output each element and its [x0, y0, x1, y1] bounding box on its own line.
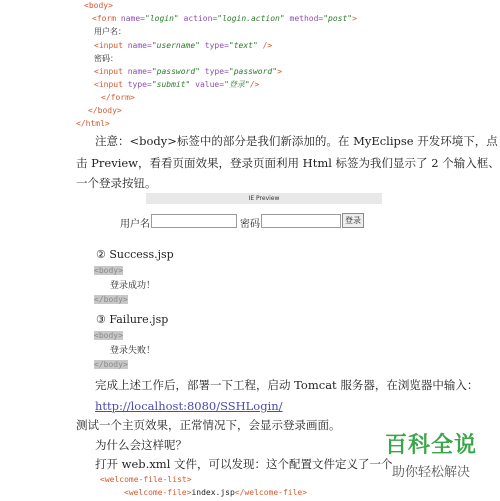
code-line-input-password: <input name="password" type="password">: [94, 67, 282, 76]
success-text: 登录成功！: [110, 281, 156, 291]
preview-password-label: 密码: [240, 219, 260, 230]
code-line-form: <form name="login" action="login.action" method="post">: [92, 14, 357, 23]
code-line-html-close: </html>: [76, 119, 110, 128]
preview-password-input[interactable]: [261, 214, 341, 228]
note-line-1: 注意：<body>标签中的部分是我们新添加的。在 MyEclipse 开发环境下，点: [95, 134, 498, 148]
code-line-form-close: </form>: [101, 93, 135, 102]
failure-text: 登录失败！: [110, 346, 156, 356]
watermark-title: 百科全说: [384, 433, 477, 458]
code-line-input-submit: <input type="submit" value="登录"/>: [94, 80, 260, 89]
preview-username-label: 用户名: [120, 219, 150, 230]
ie-preview-titlebar: IE Preview: [146, 193, 382, 204]
code-line-body-open: <body>: [84, 1, 113, 10]
preview-username-input[interactable]: [151, 214, 237, 228]
code-welcome-file-list: <welcome-file-list>: [100, 475, 192, 484]
code-line-input-username: <input name="username" type="text" />: [94, 41, 273, 50]
watermark-logo: [366, 428, 496, 482]
note-line-3: 一个登录按钮。: [76, 176, 157, 190]
note-line-2: 击 Preview，看看页面效果，登录页面利用 Html 标签为我们显示了 2 个输入框、: [76, 156, 500, 170]
after-line-2: 测试一个主页效果，正常情况下，会显示登录画面。: [76, 418, 341, 432]
after-line-1: 完成上述工作后，部署一下工程，启动 Tomcat 服务器，在浏览器中输入：: [95, 378, 479, 392]
code-line-username-label: 用户名：: [94, 27, 126, 36]
failure-body-close: </body>: [94, 360, 128, 369]
preview-login-form: [120, 212, 382, 230]
success-body-open: <body>: [94, 266, 123, 275]
localhost-url[interactable]: http://localhost:8080/SSHLogin/: [95, 399, 283, 413]
after-line-3: 为什么会这样呢？: [95, 438, 187, 452]
success-body-close: </body>: [94, 295, 128, 304]
success-heading: ② Success.jsp: [96, 248, 174, 261]
failure-body-open: <body>: [94, 331, 123, 340]
watermark-subtitle: 助你轻松解决: [391, 465, 470, 480]
preview-login-button[interactable]: 登录: [342, 213, 364, 228]
code-welcome-file: <welcome-file>index.jsp</welcome-file>: [124, 488, 308, 497]
after-line-4: 打开 web.xml 文件，可以发现：这个配置文件定义了一个: [95, 457, 393, 471]
failure-heading: ③ Failure.jsp: [96, 313, 169, 326]
code-line-password-label: 密码：: [94, 54, 118, 63]
code-line-body-close: </body>: [88, 106, 122, 115]
